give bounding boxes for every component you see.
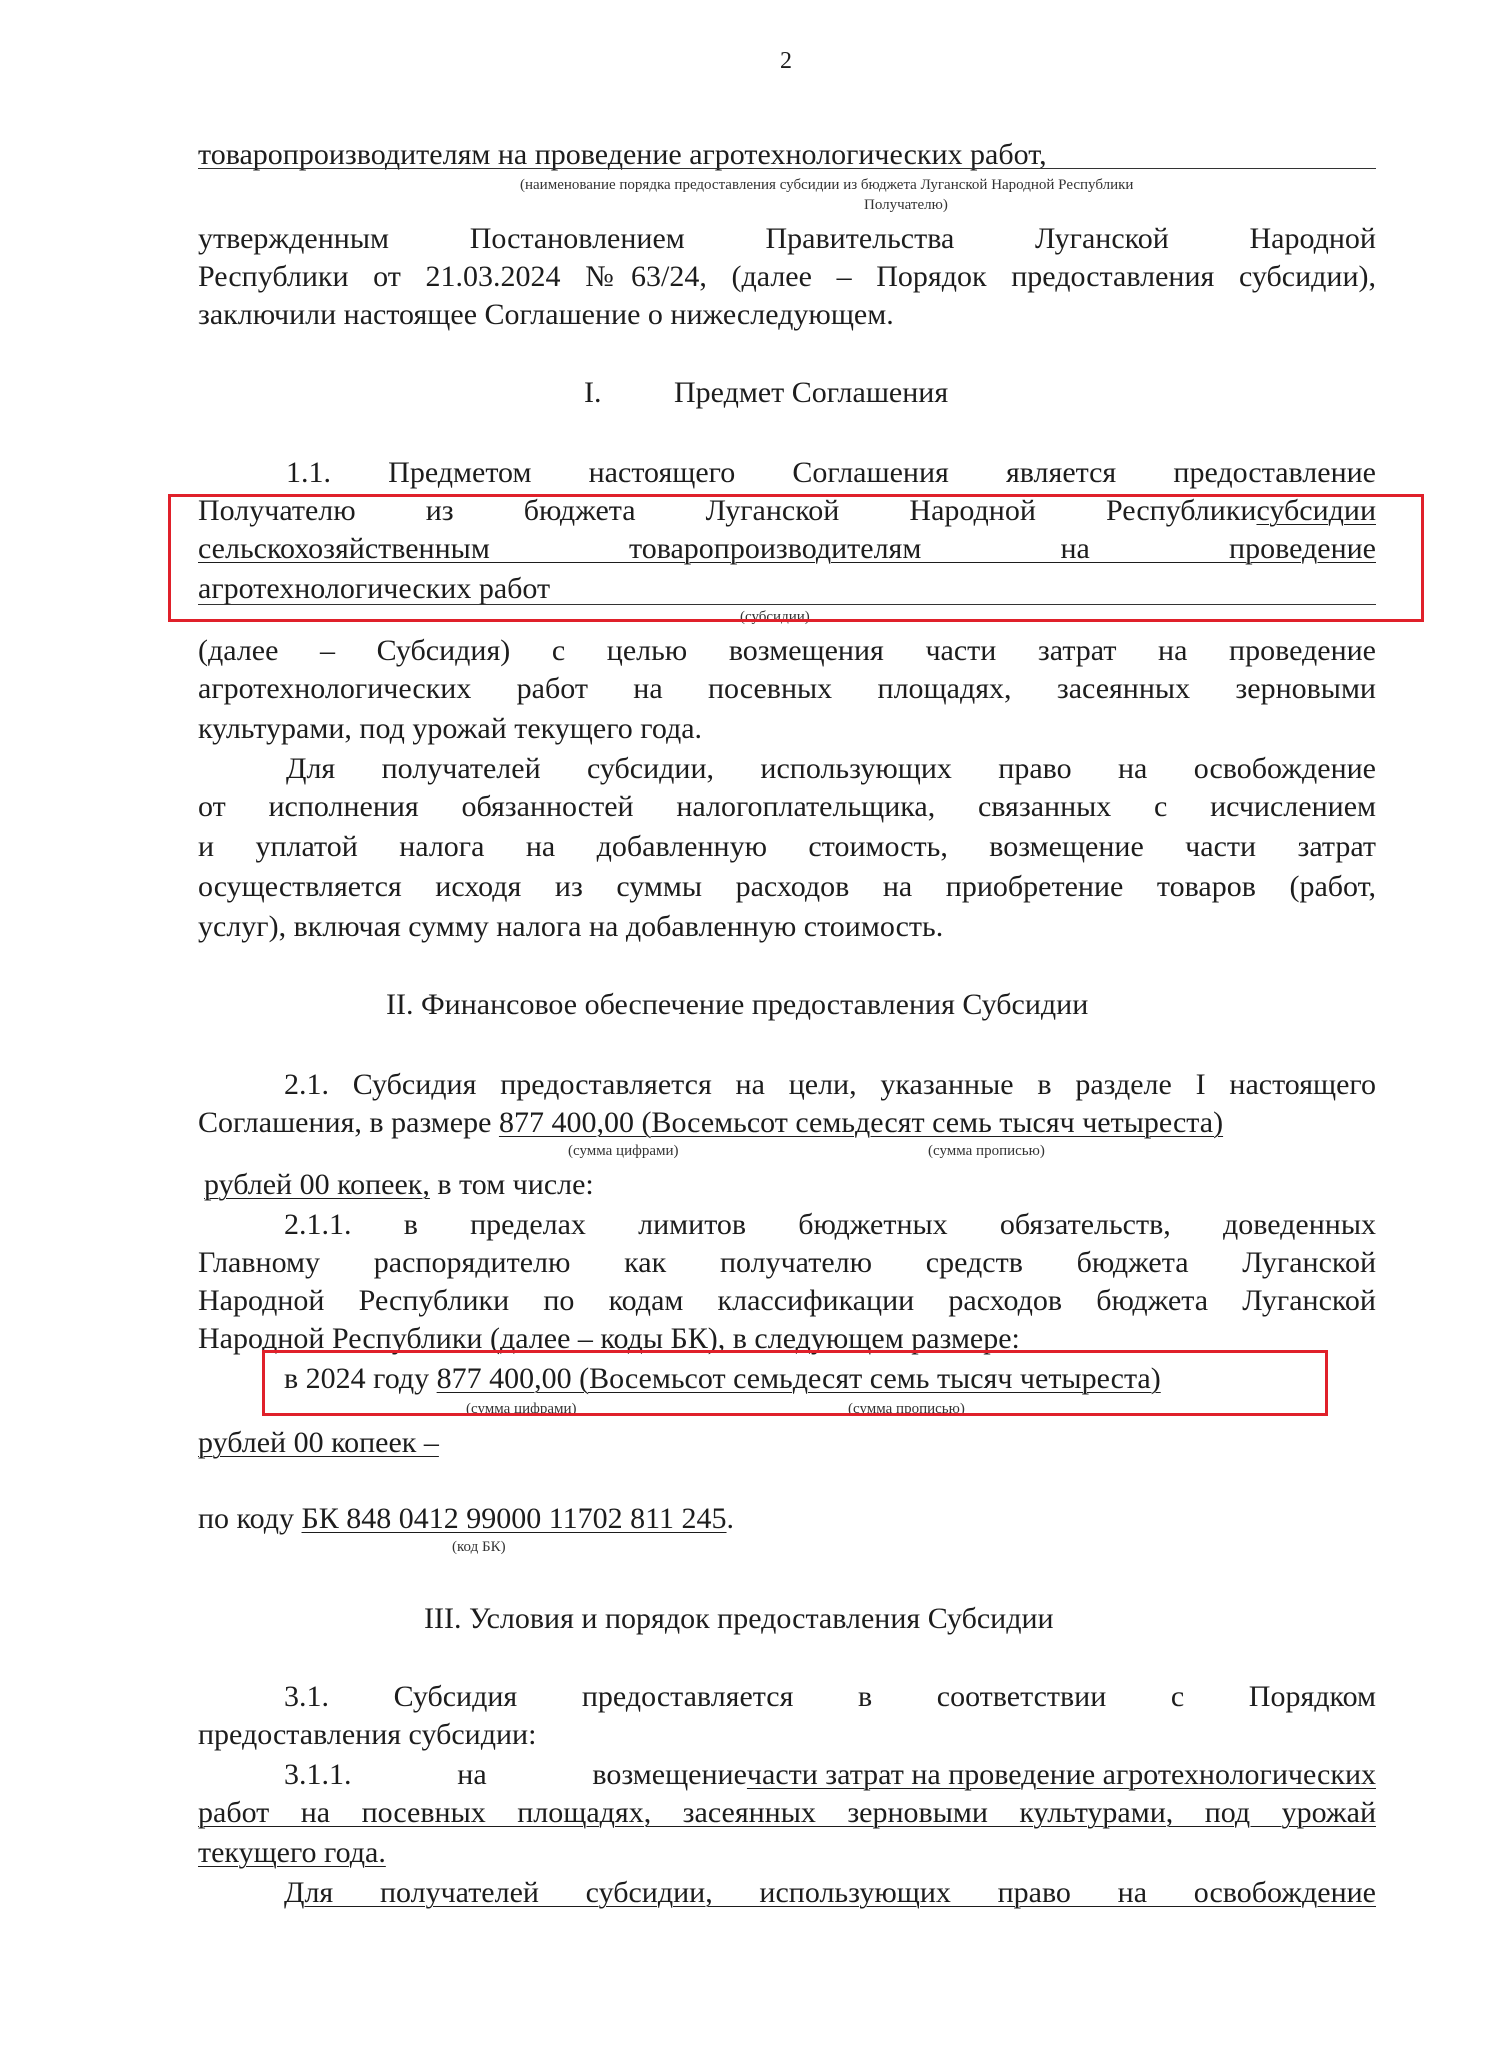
clause-3-1-1-purpose: части затрат на проведение агротехнологических	[746, 1758, 1376, 1791]
highlight-box-amount	[262, 1350, 1328, 1416]
year-words-hint: (сумма прописью)	[848, 1401, 965, 1417]
clause-2-1-line-2	[198, 1104, 1223, 1142]
rubles-line: рублей 00 копеек –	[198, 1426, 439, 1459]
vat-para-line-5: услуг), включая сумму налога на добавленную стоимость.	[198, 910, 944, 943]
clause-1-1-line-5: (далее – Субсидия) с целью возмещения части затрат на проведение	[198, 634, 1376, 667]
clause-1-1-line-7: культурами, под урожай текущего года.	[198, 712, 703, 745]
clause-3-1-1-line-3: текущего года.	[198, 1836, 386, 1869]
vat-para-line-3: и уплатой налога на добавленную стоимость, возмещение части затрат	[198, 830, 1376, 863]
intro-line-3: заключили настоящее Соглашение о нижеследующем.	[198, 298, 894, 331]
order-name-hint-2: Получателю)	[864, 197, 948, 213]
vat-para-line-1: Для получателей субсидии, использующих право на освобождение	[286, 752, 1376, 785]
highlight-box-subsidy	[168, 494, 1424, 622]
year-2024-amount: 877 400,00 (Восемьсот семьдесят семь тысяч четыреста)	[436, 1362, 1161, 1395]
section-3-title: III. Условия и порядок предоставления Субсидии	[424, 1602, 1054, 1635]
year-2024-label: в 2024 году	[284, 1362, 437, 1395]
vat-para-line-4: осуществляется исходя из суммы расходов на приобретение товаров (работ,	[198, 870, 1376, 903]
clause-3-1-line-1: 3.1. Субсидия предоставляется в соответствии с Порядком	[284, 1680, 1376, 1713]
clause-2-1-line-1: 2.1. Субсидия предоставляется на цели, указанные в разделе I настоящего	[284, 1068, 1376, 1101]
kbk-line	[198, 1500, 734, 1538]
clause-2-1-line-3	[204, 1166, 594, 1204]
subsidy-name-line-2: агротехнологических работ	[198, 572, 551, 605]
clause-1-1-line-6: агротехнологических работ на посевных площадях, засеянных зерновыми	[198, 672, 1376, 705]
kbk-period: .	[726, 1502, 735, 1535]
page-number: 2	[780, 48, 792, 74]
kbk-label: по коду	[198, 1502, 302, 1535]
clause-2-1-1-line-4: Народной Республики (далее – коды БК), в следующем размере:	[198, 1322, 1020, 1355]
order-name-hint: (наименование порядка предоставления субсидии из бюджета Луганской Народной Республики	[520, 177, 1134, 193]
clause-2-1-1-line-3: Народной Республики по кодам классификации расходов бюджета Луганской	[198, 1284, 1376, 1317]
section-2-title: II. Финансовое обеспечение предоставления Субсидии	[386, 988, 1089, 1021]
rubles-kopecks: рублей 00 копеек,	[204, 1168, 430, 1201]
kbk-code: БК 848 0412 99000 11702 811 245	[301, 1502, 727, 1535]
intro-line-1: утвержденным Постановлением Правительства Луганской Народной	[198, 222, 1376, 255]
clause-3-1-1-line-4: Для получателей субсидии, использующих право на освобождение	[284, 1876, 1376, 1909]
vat-para-line-2: от исполнения обязанностей налогоплательщика, связанных с исчислением	[198, 790, 1376, 823]
intro-line-2: Республики от 21.03.2024 №63/24, (далее – Порядок предоставления субсидии),	[198, 260, 1376, 293]
clause-2-1-line-3-text: в том числе:	[429, 1168, 594, 1201]
subsidy-name-line: сельскохозяйственным товаропроизводителям на проведение	[198, 532, 1376, 565]
section-1-number: I.	[584, 376, 602, 409]
clause-3-1-1-label: 3.1.1. на возмещение	[284, 1758, 747, 1791]
section-1-title: Предмет Соглашения	[674, 376, 949, 409]
amount-words-hint: (сумма прописью)	[928, 1143, 1045, 1159]
clause-1-1-line-2-text: Получателю из бюджета Луганской Народной Республики	[198, 494, 1257, 527]
kbk-hint: (код БК)	[452, 1539, 506, 1555]
order-name-line: товаропроизводителям на проведение агротехнологических работ,	[198, 138, 1047, 171]
subsidy-amount: 877 400,00 (Восемьсот семьдесят семь тысяч четыреста)	[498, 1106, 1224, 1139]
clause-3-1-1-line-2: работ на посевных площадях, засеянных зерновыми культурами, под урожай	[198, 1796, 1376, 1829]
clause-3-1-line-2: предоставления субсидии:	[198, 1718, 537, 1751]
clause-1-1-line-1: 1.1. Предметом настоящего Соглашения является предоставление	[286, 456, 1376, 489]
order-name-underline	[198, 168, 1376, 169]
year-digits-hint: (сумма цифрами)	[466, 1401, 577, 1417]
clause-2-1-1-line-1: 2.1.1. в пределах лимитов бюджетных обязательств, доведенных	[284, 1208, 1376, 1241]
clause-2-1-1-line-2: Главному распорядителю как получателю средств бюджета Луганской	[198, 1246, 1376, 1279]
amount-digits-hint: (сумма цифрами)	[568, 1143, 679, 1159]
clause-3-1-1-line-1	[284, 1756, 1376, 1794]
clause-2-1-line-2-text: Соглашения, в размере	[198, 1106, 499, 1139]
subsidy-hint: (субсидии)	[740, 609, 810, 625]
subsidy-word: субсидии	[1256, 494, 1376, 527]
